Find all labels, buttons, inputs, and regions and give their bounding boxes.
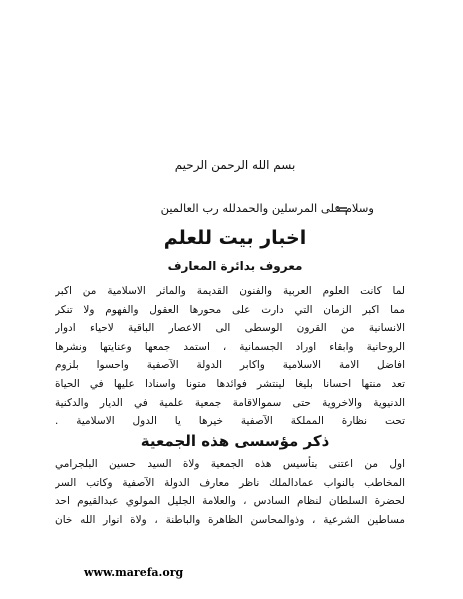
paragraph-line: الانسانية من القرون الوسطى الى الاعصار الباقية لاحياء ادوار <box>55 322 405 335</box>
intro-paragraph <box>55 282 405 431</box>
founders-paragraph <box>55 455 405 529</box>
paragraph-line: الروحانية وابقاء اوراد الجسمانية ، استمد جمعها وعنايتها ونشرها <box>55 340 405 353</box>
paragraph-line: الدنيوية والاخروية حتى سموالاقامة جمعية علمية في الديار والدكنية <box>55 396 405 409</box>
paragraph-line: تعد منتها احسانا بليغا لينتشر فوائدها متونا واسنادا عليها في الحياة <box>55 377 405 390</box>
paragraph-line: لما كانت العلوم العربية والفنون القديمة والماثر الاسلامية من اكبر <box>55 285 405 297</box>
footer-url: www.marefa.org <box>84 566 184 579</box>
document-subtitle: معروف بدائرة المعارف <box>167 259 303 273</box>
paragraph-line: افاضل الامة الاسلامية واكابر الدولة الآصفية واحسوا بلزوم <box>55 359 405 372</box>
document-title: اخبار بيت للعلم <box>163 227 307 249</box>
paragraph-line: اول من اعتنى بتأسيس هذه الجمعية ولاة السيد حسين البلجرامي <box>55 458 405 470</box>
section-heading: ذكر مؤسسى هذه الجمعية <box>140 432 330 450</box>
paragraph-line: لحضرة السلطان لنظام السادس ، والعلامة الجليل المولوي عبدالقيوم احد <box>55 495 405 508</box>
paragraph-line: مما اكبر الزمان التي دارت على محورها العقول والفهوم ولا تنكر <box>55 303 405 316</box>
paragraph-line: مساطين الشرعية ، وذوالمحاسن الظاهرة والباطنة ، ولاة انوار الله خان <box>55 513 405 526</box>
salutation-line: وسلام على المرسلين والحمدلله رب العالمين <box>160 201 374 215</box>
basmala: بسم الله الرحمن الرحيم <box>174 158 296 172</box>
paragraph-line: المخاطب بالنواب عمادالملك ناظر معارف الدولة الآصفية وكاتب السر <box>55 476 405 489</box>
paragraph-line: تحت نظارة المملكة الآصفية خيرها يا الدول الاسلامية . <box>55 415 405 428</box>
